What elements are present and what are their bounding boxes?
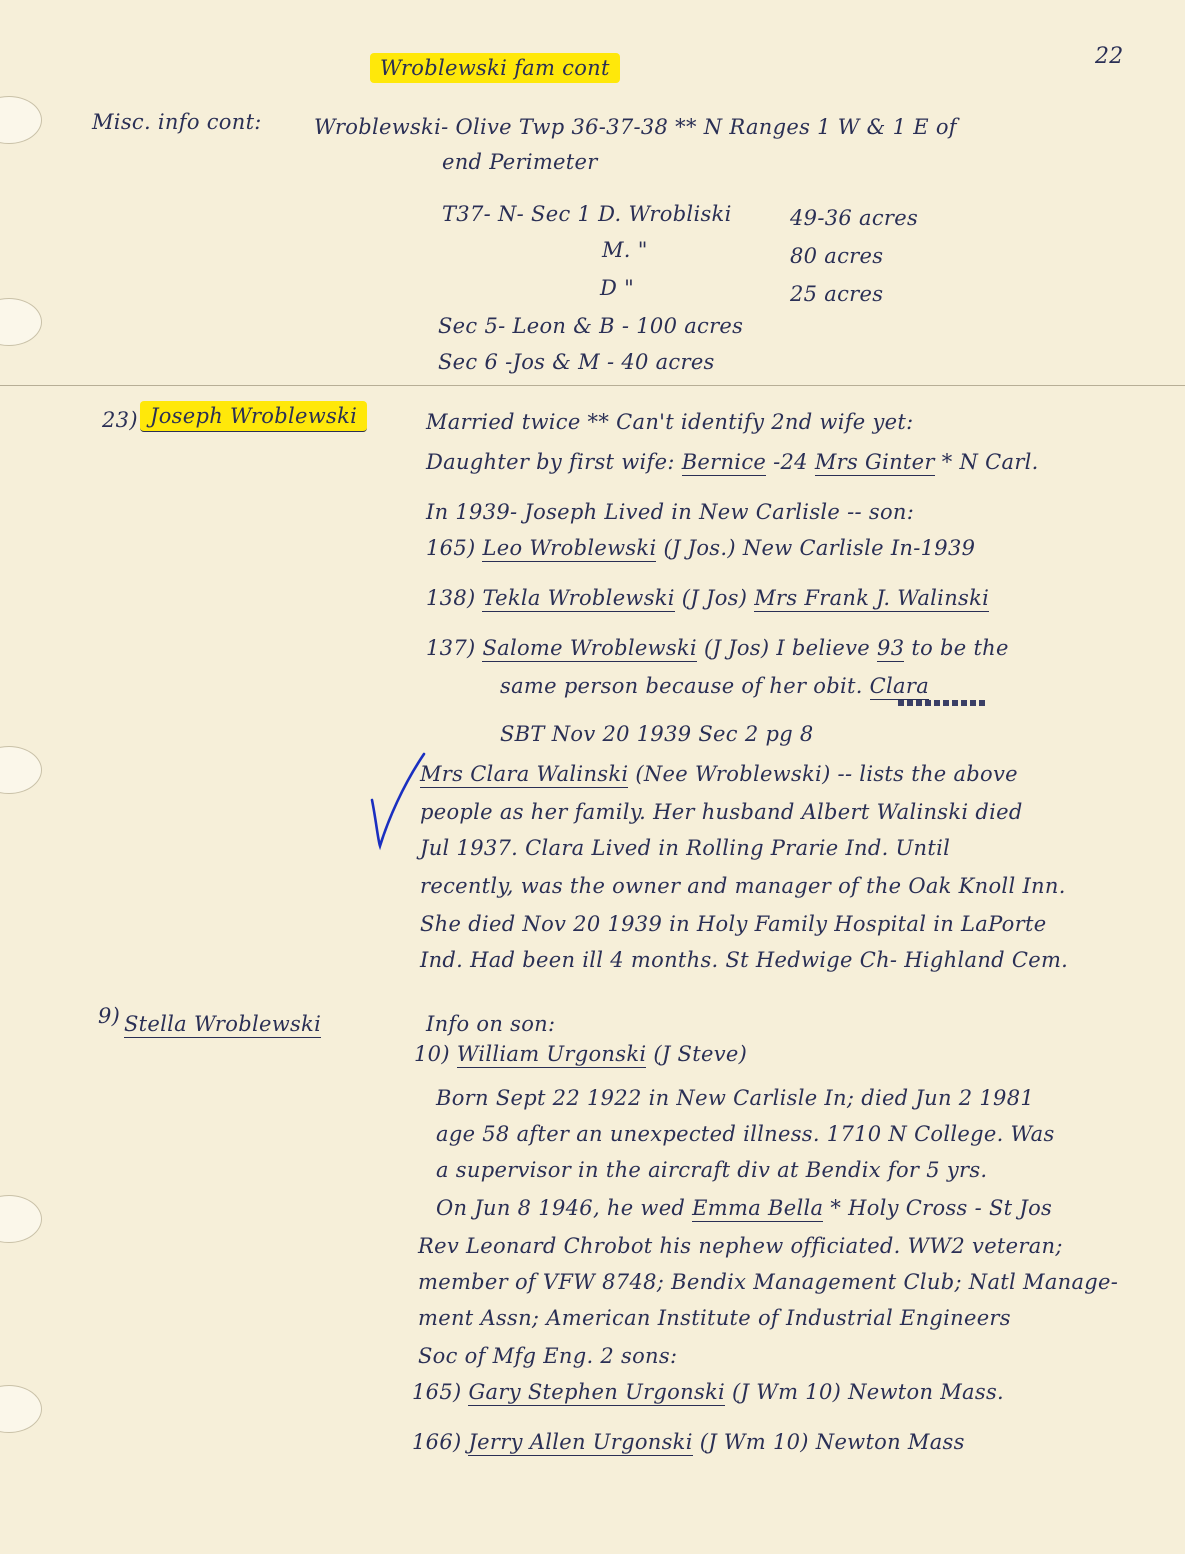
sec5-line: Sec 5- Leon & B - 100 acres bbox=[438, 314, 744, 338]
son-name: Gary Stephen Urgonski bbox=[468, 1380, 726, 1404]
joseph-married-line: Married twice ** Can't identify 2nd wife yet: bbox=[426, 410, 914, 434]
son-name: Jerry Allen Urgonski bbox=[468, 1430, 693, 1454]
leo-number: 165) bbox=[426, 536, 476, 560]
page-number: 22 bbox=[1095, 44, 1124, 69]
binder-hole bbox=[0, 1385, 42, 1433]
obit-line-2: people as her family. Her husband Albert Walinski died bbox=[420, 800, 1023, 824]
joseph-daughter-line bbox=[426, 450, 1039, 474]
misc-line-1: Wroblewski- Olive Twp 36-37-38 ** N Ranges 1 W & 1 E of bbox=[314, 115, 957, 139]
leo-name: Leo Wroblewski bbox=[482, 536, 657, 560]
wed-name: Emma Bella bbox=[692, 1196, 824, 1220]
binder-hole bbox=[0, 96, 42, 144]
wavy-underline bbox=[898, 700, 988, 706]
obit-line-1 bbox=[420, 762, 1018, 786]
william-name: William Urgonski bbox=[456, 1042, 647, 1066]
tekla-mid: (J Jos) bbox=[681, 586, 748, 610]
leo-line bbox=[426, 536, 975, 560]
stella-entry-number: 9) bbox=[98, 1004, 121, 1028]
same-person-text: same person because of her obit. bbox=[500, 674, 863, 698]
joseph-1939-line: In 1939- Joseph Lived in New Carlisle -- son: bbox=[426, 500, 915, 524]
leo-rest: (J Jos.) New Carlisle In-1939 bbox=[663, 536, 976, 560]
joseph-name bbox=[140, 404, 367, 428]
joseph-entry-number: 23) bbox=[102, 408, 138, 432]
land-row-acres: 25 acres bbox=[790, 282, 884, 306]
land-row-left: M. " bbox=[602, 238, 648, 262]
bio2-line: ment Assn; American Institute of Industrial Engineers bbox=[418, 1306, 1011, 1330]
bio2-line: member of VFW 8748; Bendix Management Club; Natl Manage- bbox=[418, 1270, 1119, 1294]
son-line bbox=[412, 1430, 965, 1454]
salome-line bbox=[426, 636, 1009, 660]
bio-line: age 58 after an unexpected illness. 1710 N College. Was bbox=[436, 1122, 1055, 1146]
salome-mid: (J Jos) I believe bbox=[703, 636, 871, 660]
son-rest: (J Wm 10) Newton Mass bbox=[699, 1430, 965, 1454]
bio-line: Born Sept 22 1922 in New Carlisle In; died Jun 2 1981 bbox=[436, 1086, 1035, 1110]
same-person-line bbox=[500, 674, 929, 698]
daughter-suffix: * N Carl. bbox=[941, 450, 1039, 474]
obit-line-3: Jul 1937. Clara Lived in Rolling Prarie Ind. Until bbox=[420, 836, 951, 860]
obit-name: Mrs Clara Walinski bbox=[420, 762, 629, 786]
page-title-text: Wroblewski fam cont bbox=[370, 53, 620, 83]
page-title bbox=[370, 56, 620, 80]
stella-name bbox=[124, 1012, 321, 1036]
bio-line: a supervisor in the aircraft div at Bendix for 5 yrs. bbox=[436, 1158, 988, 1182]
sbt-citation: SBT Nov 20 1939 Sec 2 pg 8 bbox=[500, 722, 814, 746]
bio2-line: Soc of Mfg Eng. 2 sons: bbox=[418, 1344, 678, 1368]
stella-name-text: Stella Wroblewski bbox=[124, 1012, 322, 1036]
wed-prefix: On Jun 8 1946, he wed bbox=[436, 1196, 686, 1220]
daughter-name: Bernice bbox=[681, 450, 767, 474]
land-row-acres: 49-36 acres bbox=[790, 206, 919, 230]
divider-rule bbox=[0, 385, 1185, 386]
obit-line-6: Ind. Had been ill 4 months. St Hedwige Ch- Highland Cem. bbox=[420, 948, 1069, 972]
misc-line-2: end Perimeter bbox=[442, 150, 598, 174]
binder-hole bbox=[0, 298, 42, 346]
tekla-number: 138) bbox=[426, 586, 476, 610]
son-line bbox=[412, 1380, 1004, 1404]
daughter-mrs: Mrs Ginter bbox=[814, 450, 935, 474]
salome-name: Salome Wroblewski bbox=[482, 636, 697, 660]
info-on-son: Info on son: bbox=[426, 1012, 556, 1036]
salome-end: to be the bbox=[911, 636, 1009, 660]
william-line bbox=[414, 1042, 747, 1066]
tekla-line bbox=[426, 586, 989, 610]
land-row-left: D " bbox=[600, 276, 635, 300]
tekla-mrs: Mrs Frank J. Walinski bbox=[754, 586, 990, 610]
wed-line bbox=[436, 1196, 1052, 1220]
obit-line-4: recently, was the owner and manager of the Oak Knoll Inn. bbox=[420, 874, 1066, 898]
sec6-line: Sec 6 -Jos & M - 40 acres bbox=[438, 350, 715, 374]
obit-line-5: She died Nov 20 1939 in Holy Family Hospital in LaPorte bbox=[420, 912, 1047, 936]
son-number: 166) bbox=[412, 1430, 462, 1454]
obit-line-1-rest: (Nee Wroblewski) -- lists the above bbox=[635, 762, 1018, 786]
salome-number: 137) bbox=[426, 636, 476, 660]
salome-ref: 93 bbox=[877, 636, 905, 660]
land-row-left: T37- N- Sec 1 D. Wrobliski bbox=[442, 202, 732, 226]
land-row-acres: 80 acres bbox=[790, 244, 884, 268]
wed-suffix: * Holy Cross - St Jos bbox=[830, 1196, 1053, 1220]
joseph-name-text: Joseph Wroblewski bbox=[140, 401, 367, 432]
son-number: 165) bbox=[412, 1380, 462, 1404]
binder-hole bbox=[0, 746, 42, 794]
tekla-name: Tekla Wroblewski bbox=[482, 586, 675, 610]
misc-label: Misc. info cont: bbox=[92, 110, 262, 134]
william-rest: (J Steve) bbox=[653, 1042, 748, 1066]
william-number: 10) bbox=[414, 1042, 450, 1066]
clara-ref: Clara bbox=[869, 674, 930, 698]
daughter-mid: -24 bbox=[773, 450, 808, 474]
binder-hole bbox=[0, 1195, 42, 1243]
son-rest: (J Wm 10) Newton Mass. bbox=[732, 1380, 1005, 1404]
bio2-line: Rev Leonard Chrobot his nephew officiated. WW2 veteran; bbox=[418, 1234, 1063, 1258]
daughter-prefix: Daughter by first wife: bbox=[426, 450, 675, 474]
checkmark-icon bbox=[368, 750, 428, 860]
